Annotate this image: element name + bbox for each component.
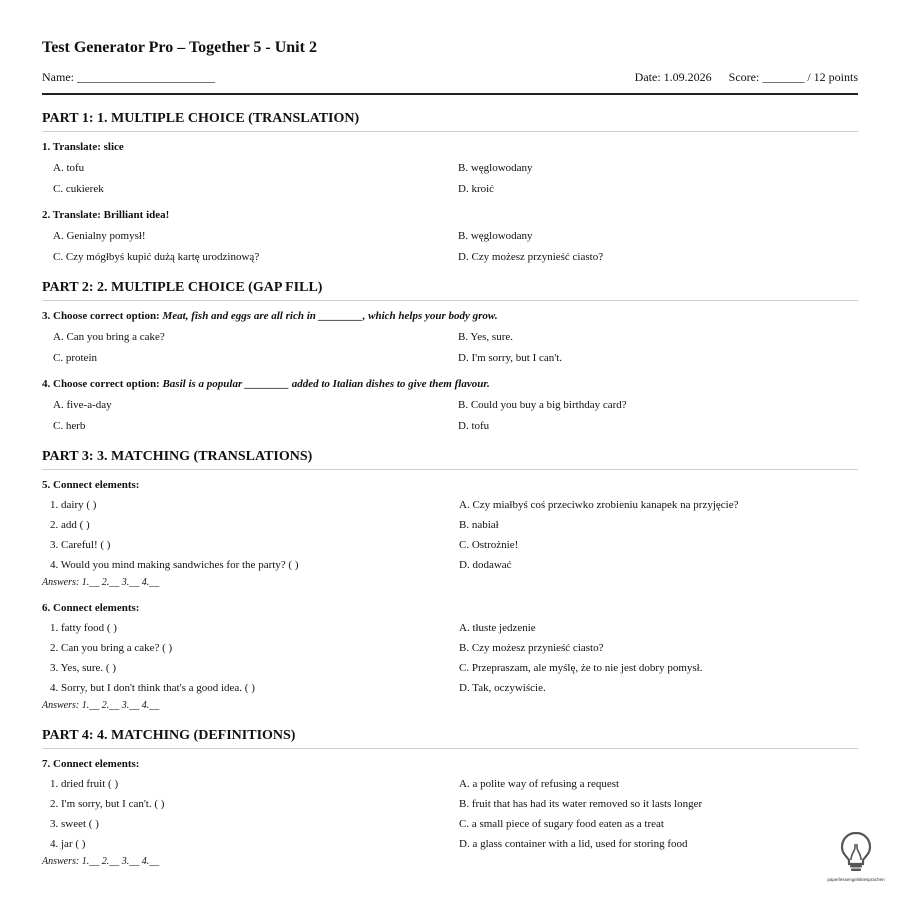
question-title: 3. Choose correct option: Meat, fish and eggs are all rich in ________, which helps your body grow. bbox=[42, 310, 498, 322]
question-title: 6. Connect elements: bbox=[42, 602, 140, 614]
question-prompt: Basil is a popular ________ added to Italian dishes to give them flavour. bbox=[162, 378, 490, 390]
logo-caption: paperlessengelsktesprachen bbox=[827, 877, 885, 882]
part-1 bbox=[42, 110, 858, 264]
match-left-item: 4. Sorry, but I don't think that's a good idea. ( ) bbox=[50, 682, 255, 694]
lightbulb-icon bbox=[838, 830, 874, 874]
match-right-item: C. Ostrożnie! bbox=[459, 539, 519, 551]
header-divider bbox=[42, 93, 858, 95]
answers-line: Answers: 1.__ 2.__ 3.__ 4.__ bbox=[42, 700, 160, 711]
match-left-item: 1. dried fruit ( ) bbox=[50, 778, 119, 790]
test-sheet bbox=[42, 38, 858, 868]
question-prompt: Meat, fish and eggs are all rich in ________, which helps your body grow. bbox=[162, 310, 498, 322]
question-title: 7. Connect elements: bbox=[42, 758, 140, 770]
question-title: 1. Translate: slice bbox=[42, 141, 124, 153]
match-right-item: D. a glass container with a lid, used for storing food bbox=[459, 838, 688, 850]
option: C. cukierek bbox=[53, 183, 104, 195]
question-title: 4. Choose correct option: Basil is a popular ________ added to Italian dishes to give them flavour. bbox=[42, 378, 490, 390]
matching-grid bbox=[42, 771, 858, 851]
part-4 bbox=[42, 727, 858, 868]
match-left-item: 3. Careful! ( ) bbox=[50, 539, 111, 551]
match-right-item: C. Przepraszam, ale myślę, że to nie jest dobry pomysł. bbox=[459, 662, 703, 674]
matching-grid bbox=[42, 492, 858, 572]
match-left-item: 4. Would you mind making sandwiches for the party? ( ) bbox=[50, 559, 299, 571]
option: D. Czy możesz przynieść ciasto? bbox=[458, 251, 604, 263]
match-right-item: A. Czy miałbyś coś przeciwko zrobieniu kanapek na przyjęcie? bbox=[459, 499, 739, 511]
option: A. Genialny pomysł! bbox=[53, 230, 146, 242]
option: B. Yes, sure. bbox=[458, 331, 514, 343]
matching-grid bbox=[42, 615, 858, 695]
option: B. Could you buy a big birthday card? bbox=[458, 399, 627, 411]
option: D. I'm sorry, but I can't. bbox=[458, 352, 563, 364]
match-right-item: D. dodawać bbox=[459, 559, 512, 571]
option: A. five-a-day bbox=[53, 399, 112, 411]
option: B. węglowodany bbox=[458, 230, 533, 242]
options bbox=[42, 323, 858, 365]
match-right-item: B. fruit that has had its water removed so it lasts longer bbox=[459, 798, 703, 810]
option: C. protein bbox=[53, 352, 97, 364]
options bbox=[42, 222, 858, 264]
part-title: PART 2: 2. MULTIPLE CHOICE (GAP FILL) bbox=[42, 279, 858, 301]
date-field: Date: 1.09.2026 bbox=[634, 70, 712, 84]
match-left-item: 1. fatty food ( ) bbox=[50, 622, 117, 634]
question-title: 2. Translate: Brilliant idea! bbox=[42, 209, 170, 221]
match-right-item: B. Czy możesz przynieść ciasto? bbox=[459, 642, 604, 654]
answers-line: Answers: 1.__ 2.__ 3.__ 4.__ bbox=[42, 856, 160, 867]
part-3 bbox=[42, 448, 858, 712]
match-left-item: 1. dairy ( ) bbox=[50, 499, 97, 511]
match-left-item: 2. add ( ) bbox=[50, 519, 90, 531]
match-left-item: 3. sweet ( ) bbox=[50, 818, 99, 830]
part-title: PART 3: 3. MATCHING (TRANSLATIONS) bbox=[42, 448, 858, 470]
match-left-item: 4. jar ( ) bbox=[50, 838, 86, 850]
question-title: 5. Connect elements: bbox=[42, 479, 140, 491]
part-title: PART 1: 1. MULTIPLE CHOICE (TRANSLATION) bbox=[42, 110, 858, 132]
option: A. Can you bring a cake? bbox=[53, 331, 165, 343]
part-title: PART 4: 4. MATCHING (DEFINITIONS) bbox=[42, 727, 858, 749]
match-right-item: C. a small piece of sugary food eaten as a treat bbox=[459, 818, 664, 830]
brand-logo bbox=[826, 830, 886, 886]
options bbox=[42, 154, 858, 196]
option: D. kroić bbox=[458, 183, 495, 195]
option: C. Czy mógłbyś kupić dużą kartę urodzinową? bbox=[53, 251, 260, 263]
page-title: Test Generator Pro – Together 5 - Unit 2 bbox=[42, 39, 317, 56]
match-right-item: D. Tak, oczywiście. bbox=[459, 682, 546, 694]
match-right-item: A. a polite way of refusing a request bbox=[459, 778, 620, 790]
match-left-item: 2. Can you bring a cake? ( ) bbox=[50, 642, 173, 654]
option: D. tofu bbox=[458, 420, 490, 432]
option: A. tofu bbox=[53, 162, 85, 174]
score-field: Score: _______ / 12 points bbox=[728, 70, 858, 84]
match-right-item: B. nabiał bbox=[459, 519, 499, 531]
match-left-item: 2. I'm sorry, but I can't. ( ) bbox=[50, 798, 165, 810]
match-left-item: 3. Yes, sure. ( ) bbox=[50, 662, 116, 674]
header-fields bbox=[42, 70, 858, 84]
option: C. herb bbox=[53, 420, 86, 432]
options bbox=[42, 391, 858, 433]
part-2 bbox=[42, 279, 858, 433]
answers-line: Answers: 1.__ 2.__ 3.__ 4.__ bbox=[42, 577, 160, 588]
name-field: Name: _______________________ bbox=[42, 70, 215, 84]
match-right-item: A. tłuste jedzenie bbox=[459, 622, 536, 634]
option: B. węglowodany bbox=[458, 162, 533, 174]
